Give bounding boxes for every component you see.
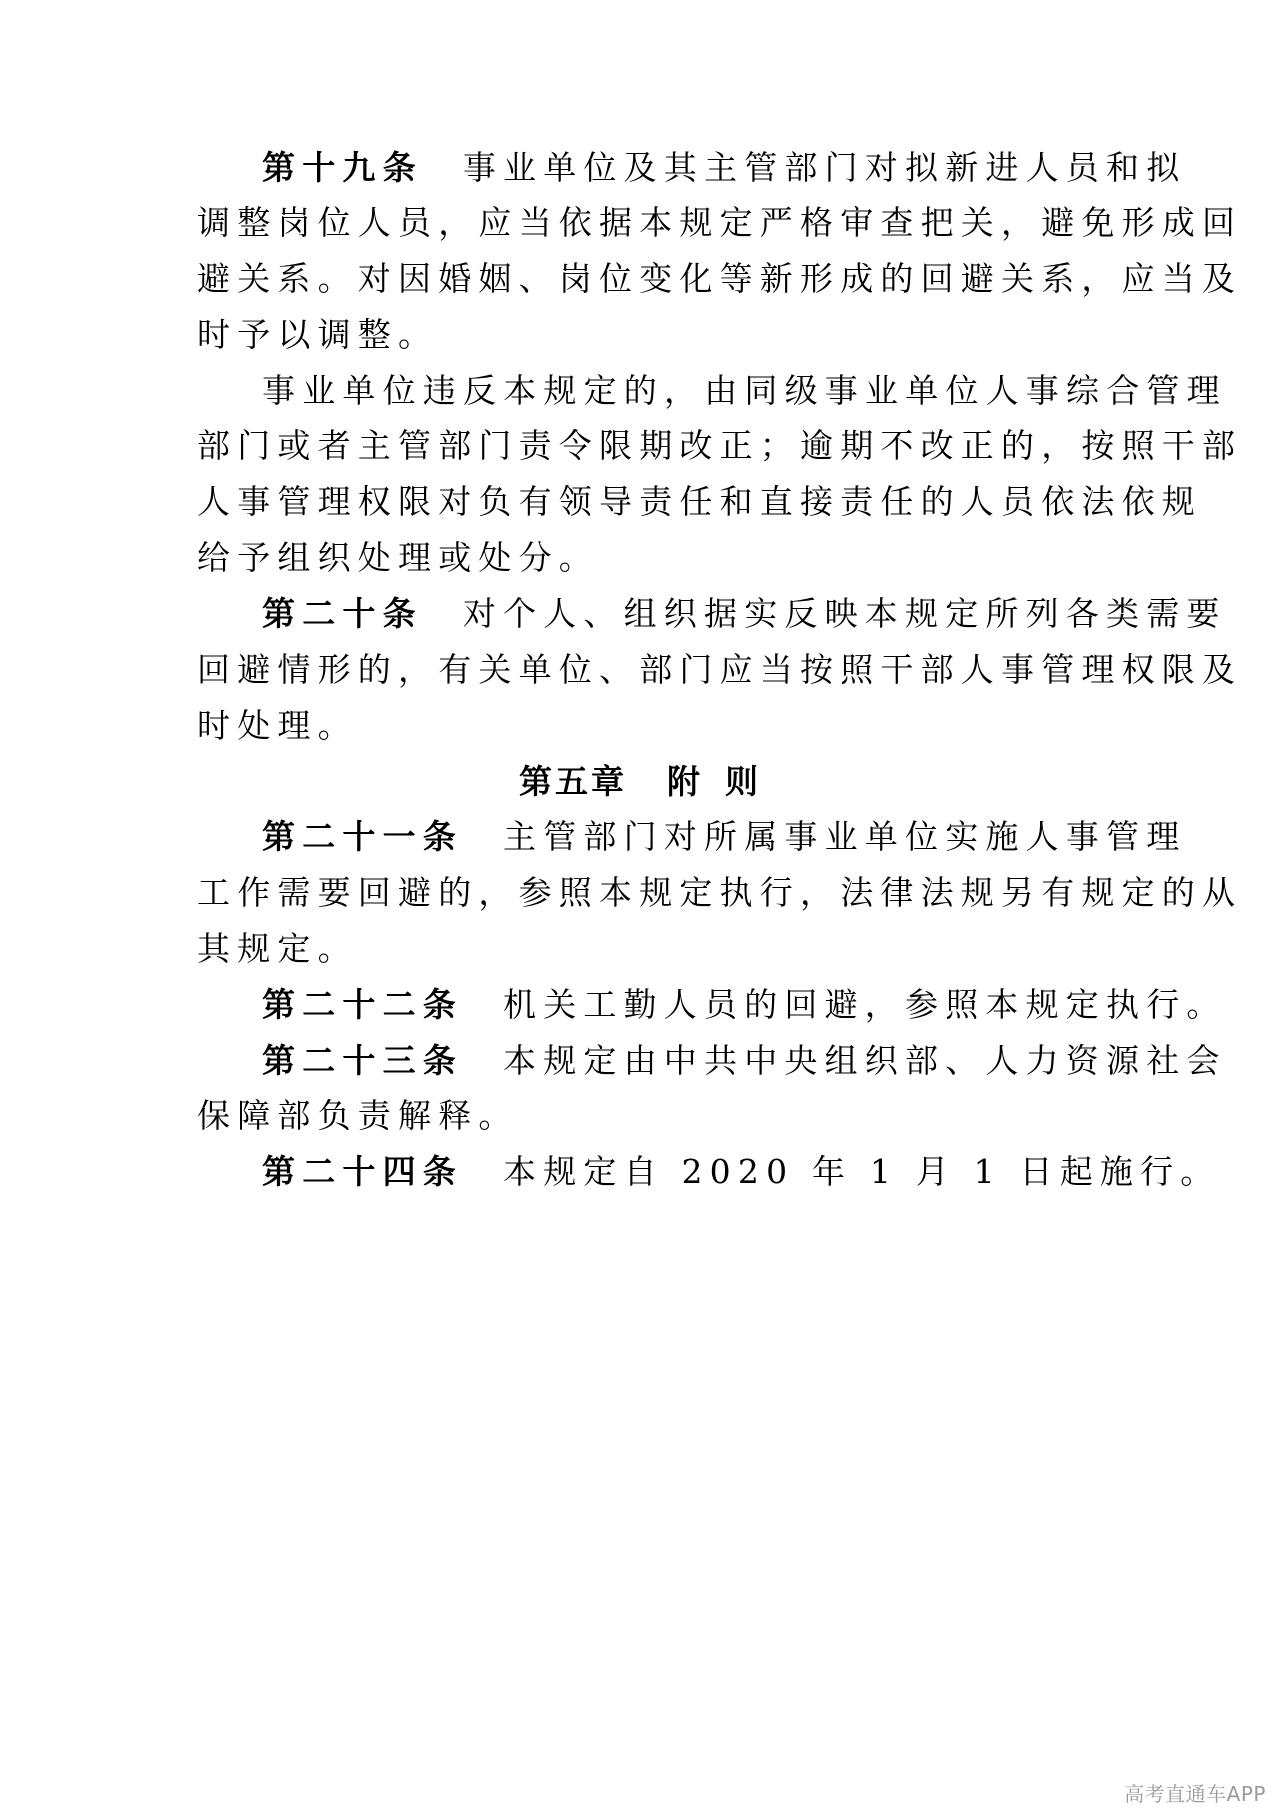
article-21-line-1 — [262, 817, 1186, 857]
article-19-line-3: 避关系。对因婚姻、岗位变化等新形成的回避关系，应当及 — [197, 259, 1243, 298]
article-23-line-2: 保障部负责解释。 — [197, 1096, 519, 1135]
article-21-heading: 第二十一条 — [262, 817, 463, 856]
article-22-line-1 — [262, 985, 1227, 1025]
article-19-p2-line-3: 人事管理权限对负有领导责任和直接责任的人员依法依规 — [197, 482, 1202, 521]
article-20-line-2: 回避情形的，有关单位、部门应当按照干部人事管理权限及 — [197, 650, 1243, 689]
article-22-text-1: 机关工勤人员的回避，参照本规定执行。 — [503, 985, 1227, 1024]
article-19-line-1 — [262, 148, 1186, 188]
article-19-heading: 第十九条 — [262, 148, 423, 187]
article-24-text-1: 本规定自 2020 年 1 月 1 日起施行。 — [503, 1152, 1221, 1191]
article-19-line-4: 时予以调整。 — [197, 315, 439, 354]
article-20-line-3: 时处理。 — [197, 706, 358, 745]
chapter-5-number: 第五章 — [519, 762, 627, 801]
chapter-5-heading — [0, 762, 1280, 802]
chapter-5-title-1: 附 — [667, 762, 703, 801]
article-19-p2-line-4: 给予组织处理或处分。 — [197, 538, 599, 577]
article-21-text-1: 主管部门对所属事业单位实施人事管理 — [503, 817, 1187, 856]
article-22-heading: 第二十二条 — [262, 985, 463, 1024]
article-20-heading: 第二十条 — [262, 594, 423, 633]
article-23-text-1: 本规定由中共中央组织部、人力资源社会 — [503, 1041, 1227, 1080]
article-20-line-1 — [262, 594, 1227, 634]
article-19-text-1: 事业单位及其主管部门对拟新进人员和拟 — [462, 148, 1187, 187]
chapter-5-title-2: 则 — [725, 762, 761, 801]
article-20-text-1: 对个人、组织据实反映本规定所列各类需要 — [462, 594, 1227, 633]
article-21-line-2: 工作需要回避的，参照本规定执行，法律法规另有规定的从 — [197, 873, 1243, 912]
article-23-line-1 — [262, 1041, 1227, 1081]
article-24-line-1 — [262, 1152, 1221, 1192]
article-19-p2-line-1: 事业单位违反本规定的，由同级事业单位人事综合管理 — [262, 371, 1227, 410]
article-23-heading: 第二十三条 — [262, 1041, 463, 1080]
article-19-p2-line-2: 部门或者主管部门责令限期改正；逾期不改正的，按照干部 — [197, 426, 1243, 465]
article-21-line-3: 其规定。 — [197, 929, 358, 968]
watermark: 高考直通车APP — [1124, 1782, 1266, 1806]
article-24-heading: 第二十四条 — [262, 1152, 463, 1191]
article-19-line-2: 调整岗位人员，应当依据本规定严格审查把关，避免形成回 — [197, 203, 1243, 242]
